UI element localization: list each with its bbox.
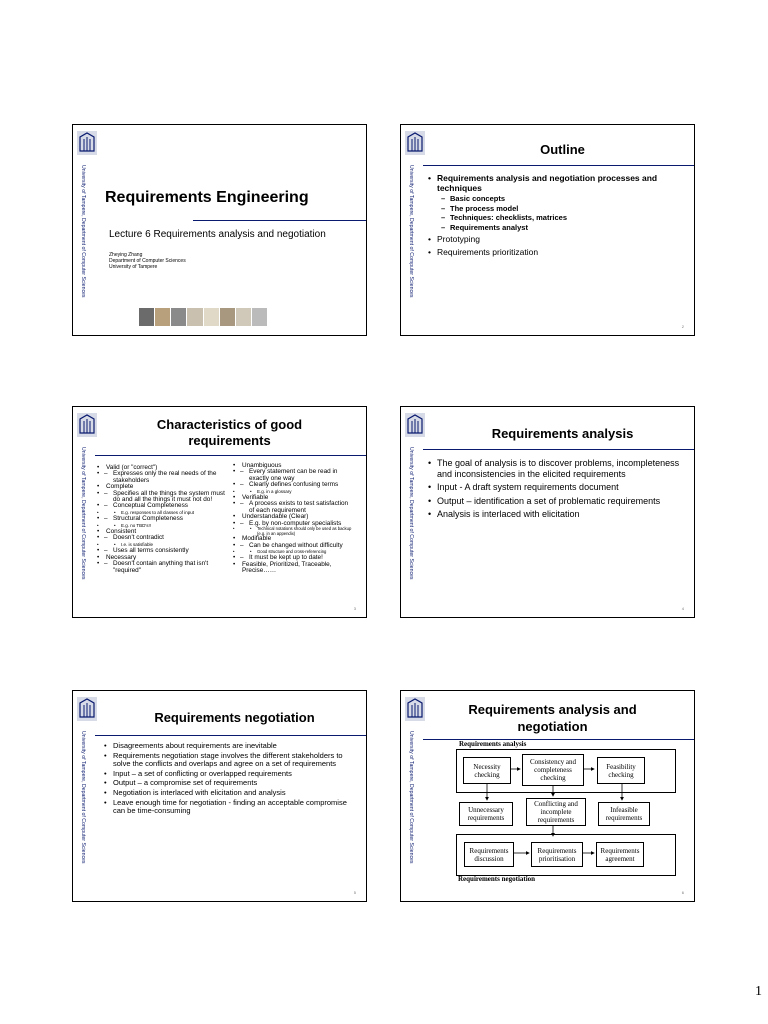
structural-sub: E.g. no TBD's!! xyxy=(121,522,152,528)
valid-item: • Valid (or "correct") xyxy=(97,465,227,471)
vertical-label: University of Tampere, Department of Computer Sciences xyxy=(80,731,86,864)
feasible-item: • Feasible, Prioritized, Traceable, Precise…… xyxy=(233,562,353,575)
modifiable-sub-2: It must be kept up to date! xyxy=(249,554,323,562)
title-rule xyxy=(193,220,366,221)
slide-3: University of Tampere, Department of Computer Sciences Characteristics of good requirements • Valid (or "correct") • – Expresses only the real needs of the stakeholders • Complete • – Specifies all the things the system must do and all the things it must not do! • – Conceptual Completeness • • E.g. responses to all classes of input • – Structural Completeness • • E.g. no TBD's!! • Consistent • – Doesn't contradict • • I.e. is satisfiable • – Uses all terms consistently • Necessary • – Doesn't contain anything that isn't "required" • Unambiguous • – Every statement can be read in exactly one way • – Clearly defines confusing terms • • E.g. in a glossary • Verifiable • – A process exists to test satisfaction of each requirement • Understandable (Clear) • – E.g. by non-computer specialists • • Technical notations should only be used as backup (e.g. in an appendix) • Modifiable • – Can be changed without difficulty • • Good structure and cross-referencing • – It must be kept up to date! • Feasible, Prioritized, Traceable, Precise…… 3 xyxy=(72,406,367,618)
verifiable-item: • Verifiable xyxy=(233,495,353,501)
necessary-item: • Necessary xyxy=(97,555,227,561)
slide-6 xyxy=(400,690,695,902)
valid-sub: Expresses only the real needs of the stakeholders xyxy=(113,470,217,484)
unambiguous-sub-1: Every statement can be read in exactly one way xyxy=(249,468,338,482)
negotiation-bullet-2: • Requirements negotiation stage involves the different stakeholders to solve the conflicts and overlaps and agree on a set of requirements xyxy=(104,752,359,769)
understandable-sub: E.g. by non-computer specialists xyxy=(249,519,342,527)
conceptual-sub: E.g. responses to all classes of input xyxy=(121,509,195,515)
analysis-bullet-4: • Analysis is interlaced with elicitation xyxy=(428,509,690,520)
slide-2 xyxy=(400,124,695,336)
conceptual-item: Conceptual Completeness xyxy=(113,502,188,510)
university-logo xyxy=(77,413,97,437)
conflicting-requirements-box: Conflicting and incomplete requirements xyxy=(526,798,586,826)
requirements-prioritisation-box: Requirements prioritisation xyxy=(531,842,583,867)
requirements-discussion-box: Requirements discussion xyxy=(464,842,514,867)
analysis-bullet-2: • Input - A draft system requirements document xyxy=(428,482,690,493)
slide-page-number: 4 xyxy=(681,606,684,611)
consistency-checking-box: Consistency and completeness checking xyxy=(522,754,584,786)
negotiation-bullet-5: • Negotiation is interlaced with elicitation and analysis xyxy=(104,789,359,798)
understandable-subsub: Technical notations should only be used as backup (e.g. in an appendix) xyxy=(257,526,352,536)
slide-subtitle: Lecture 6 Requirements analysis and negotiation xyxy=(109,229,326,240)
modifiable-subsub: Good structure and cross-referencing xyxy=(257,549,327,555)
outline-sub-2: – The process model xyxy=(441,204,683,214)
title-rule xyxy=(95,455,366,456)
slide-page-number: 3 xyxy=(353,606,356,611)
department: Department of Computer Sciences xyxy=(109,258,186,264)
slide-page-number: 5 xyxy=(353,890,356,895)
slide-5 xyxy=(72,690,367,902)
slide-page-number: 2 xyxy=(681,324,684,329)
slide-title: Requirements negotiation xyxy=(154,710,315,725)
structural-item: Structural Completeness xyxy=(113,515,183,523)
slide-4 xyxy=(400,406,695,618)
analysis-bullet-1: • The goal of analysis is to discover problems, incompleteness and inconsistencies in the elicited requirements xyxy=(428,458,690,479)
understandable-item: • Understandable (Clear) xyxy=(233,514,353,520)
analysis-bullet-3: • Output – identification a set of problematic requirements xyxy=(428,496,690,507)
necessary-sub: Doesn't contain anything that isn't "required" xyxy=(113,560,209,574)
title-rule xyxy=(423,165,694,166)
university: University of Tampere xyxy=(109,264,158,270)
university-logo xyxy=(77,697,97,721)
complete-sub: Specifies all the things the system must do and all the things it must not do! xyxy=(113,489,225,504)
outline-bullet-1: Requirements analysis and negotiation processes and techniques xyxy=(437,173,658,193)
negotiation-bullet-6: • Leave enough time for negotiation - finding an acceptable compromise can be time-consuming xyxy=(104,799,359,816)
vertical-label: University of Tampere, Department of Computer Sciences xyxy=(408,165,414,298)
unambiguous-sub-2: Clearly defines confusing terms xyxy=(249,481,339,489)
author: Zheying Zhang xyxy=(109,252,143,258)
requirements-agreement-box: Requirements agreement xyxy=(596,842,644,867)
university-logo xyxy=(405,131,425,155)
vertical-label: University of Tampere, Department of Computer Sciences xyxy=(80,447,86,580)
consistent-subsub: I.e. is satisfiable xyxy=(121,541,154,547)
vertical-label: University of Tampere, Department of Computer Sciences xyxy=(80,165,86,298)
slide-title: Characteristics of good requirements xyxy=(156,417,303,448)
vertical-label: University of Tampere, Department of Computer Sciences xyxy=(408,447,414,580)
outline-sub-1: – Basic concepts xyxy=(441,194,683,204)
complete-item: • Complete xyxy=(97,484,227,490)
slide-1 xyxy=(72,124,367,336)
feasibility-checking-box: Feasibility checking xyxy=(597,757,645,784)
slide-page-number: 6 xyxy=(681,890,684,895)
infeasible-requirements-box: Infeasible requirements xyxy=(598,802,650,826)
unnecessary-requirements-box: Unnecessary requirements xyxy=(459,802,513,826)
slide-title: Requirements Engineering xyxy=(105,189,309,206)
unambiguous-item: • Unambiguous xyxy=(233,463,353,469)
verifiable-sub: A process exists to test satisfaction of each requirement xyxy=(249,500,349,514)
outline-bullet-3: • Requirements prioritization xyxy=(428,247,683,257)
consistent-sub-1: Doesn't contradict xyxy=(113,534,164,542)
outline-sub-3: – Techniques: checklists, matrices xyxy=(441,213,683,223)
title-rule xyxy=(423,449,694,450)
necessity-checking-box: Necessity checking xyxy=(463,757,511,784)
vertical-label: University of Tampere, Department of Computer Sciences xyxy=(408,731,414,864)
photo-strip xyxy=(139,308,267,326)
unambiguous-subsub: E.g. in a glossary xyxy=(257,488,292,494)
university-logo xyxy=(77,131,97,155)
negotiation-bullet-4: • Output – a compromise set of requirements xyxy=(104,779,359,788)
slide-title: Requirements analysis and negotiation xyxy=(468,702,637,734)
consistent-item: • Consistent xyxy=(97,529,227,535)
outline-bullet-2: • Prototyping xyxy=(428,234,683,244)
consistent-sub-2: Uses all terms consistently xyxy=(113,547,189,555)
outline-sub-4: – Requirements analyst xyxy=(441,223,683,233)
negotiation-bullet-1: • Disagreements about requirements are inevitable xyxy=(104,742,359,751)
negotiation-label: Requirements negotiation xyxy=(458,875,536,883)
analysis-label: Requirements analysis xyxy=(459,740,527,748)
modifiable-sub-1: Can be changed without difficulty xyxy=(249,541,343,549)
university-logo xyxy=(405,413,425,437)
modifiable-item: • Modifiable xyxy=(233,536,353,542)
negotiation-bullet-3: • Input – a set of conflicting or overlapped requirements xyxy=(104,770,359,779)
document-page-number: 1 xyxy=(755,984,762,999)
title-rule xyxy=(95,735,366,736)
slide-title: Requirements analysis xyxy=(491,426,634,441)
slide-title: Outline xyxy=(540,142,585,157)
